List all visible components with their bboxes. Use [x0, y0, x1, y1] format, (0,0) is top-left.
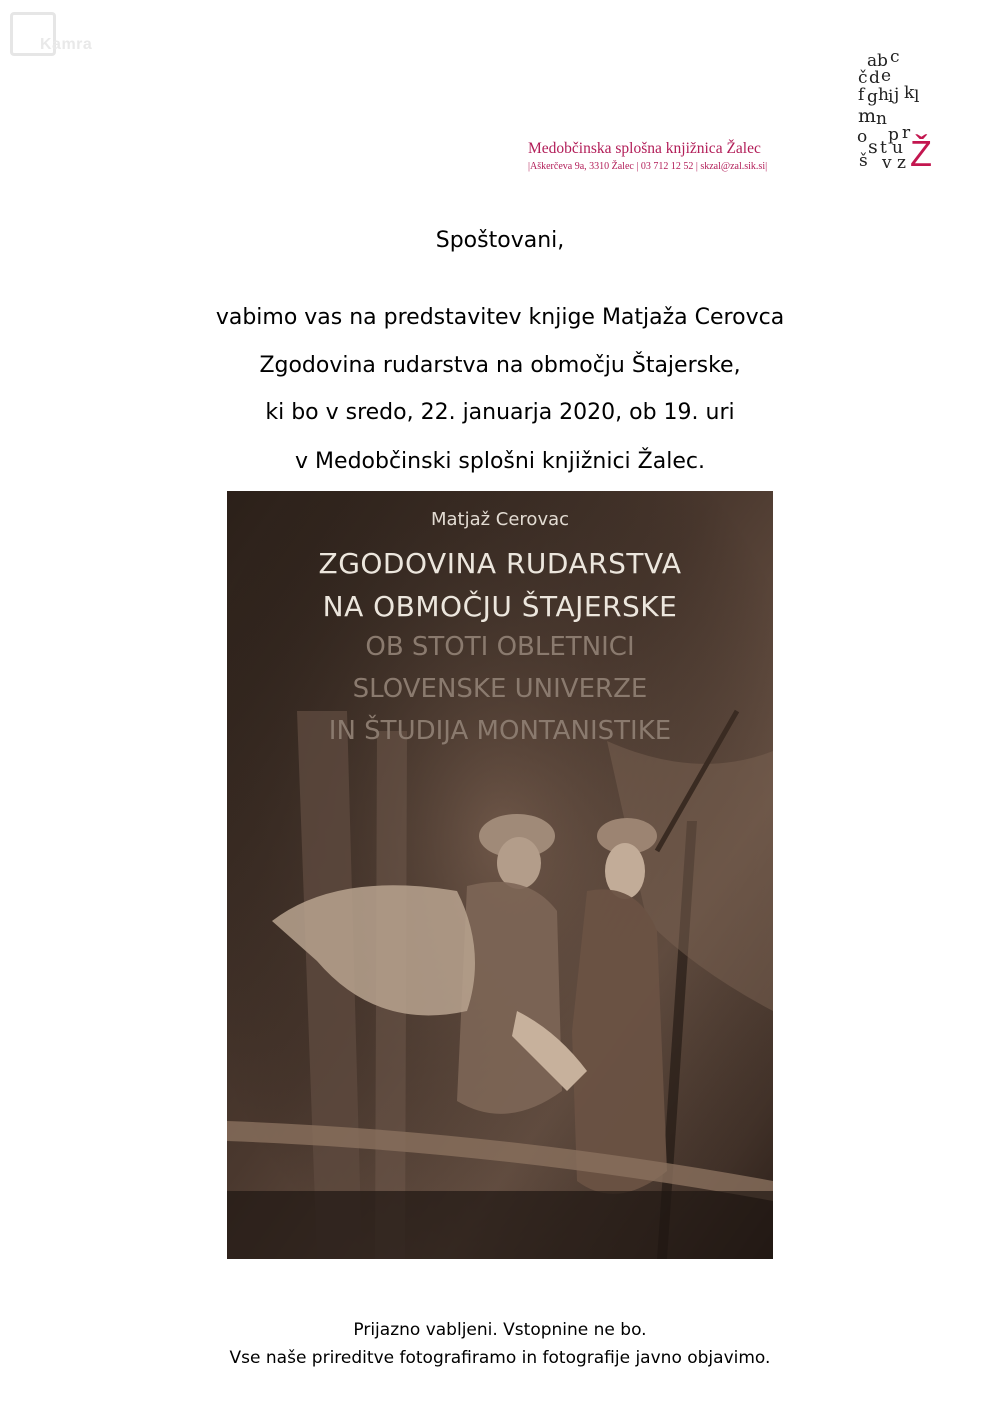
logo-letter: š: [859, 151, 868, 171]
logo-letter: a: [867, 51, 878, 71]
library-header: [528, 140, 828, 172]
logo-letter: u: [892, 138, 903, 158]
logo-letter: t: [880, 138, 887, 158]
book-cover: [227, 491, 773, 1259]
footer-line-2: Vse naše prireditve fotografiramo in fotografije javno objavimo.: [229, 1348, 771, 1368]
invitation-line-2: Zgodovina rudarstva na območju Štajerske,: [259, 353, 741, 378]
invitation-line-4: v Medobčinski splošni knjižnici Žalec.: [295, 449, 705, 474]
logo-letter: h: [878, 85, 889, 105]
logo-letter: e: [881, 66, 892, 86]
book-title-line-1: ZGODOVINA RUDARSTVA: [318, 547, 682, 580]
invitation-line-3: ki bo v sredo, 22. januarja 2020, ob 19. uri: [265, 400, 735, 425]
logo-letter: l: [914, 87, 920, 107]
logo-letter: r: [902, 123, 911, 143]
logo-letter: n: [876, 109, 887, 129]
logo-letter: s: [868, 136, 878, 158]
logo-letter: k: [904, 83, 915, 103]
logo-letter: v: [882, 153, 892, 173]
book-subtitle-line-1: OB STOTI OBLETNICI: [365, 632, 635, 662]
library-name: Medobčinska splošna knjižnica Žalec: [528, 140, 761, 157]
logo-letter: i: [888, 87, 894, 107]
footer-line-1: Prijazno vabljeni. Vstopnine ne bo.: [353, 1320, 647, 1340]
watermark-logo: [10, 12, 110, 60]
logo-letter: o: [857, 127, 868, 147]
library-address: |Aškerčeva 9a, 3310 Žalec | 03 712 12 52 | skzal@zal.sik.si|: [528, 161, 768, 172]
book-subtitle-line-3: IN ŠTUDIJA MONTANISTIKE: [328, 716, 672, 746]
book-subtitle-line-2: SLOVENSKE UNIVERZE: [352, 674, 648, 704]
logo-letter: f: [858, 85, 865, 105]
book-author: Matjaž Cerovac: [430, 509, 570, 530]
invitation-line-1: vabimo vas na predstavitev knjige Matjaža Cerovca: [215, 305, 785, 330]
book-title-line-2: NA OBMOČJU ŠTAJERSKE: [322, 590, 678, 623]
logo-letter: č: [858, 68, 868, 88]
library-logo-icon: [850, 50, 950, 180]
logo-letter: c: [890, 50, 900, 67]
logo-letter: m: [858, 105, 877, 127]
logo-letter: d: [869, 68, 880, 88]
logo-letter: p: [888, 125, 899, 145]
watermark-text: Kamra: [40, 36, 93, 53]
logo-letter: z: [897, 153, 906, 173]
logo-letter-accent: Ž: [910, 133, 932, 174]
greeting: Spoštovani,: [435, 228, 565, 253]
logo-letter: g: [867, 87, 878, 107]
logo-letter: b: [877, 51, 888, 71]
logo-letter: j: [894, 85, 900, 105]
